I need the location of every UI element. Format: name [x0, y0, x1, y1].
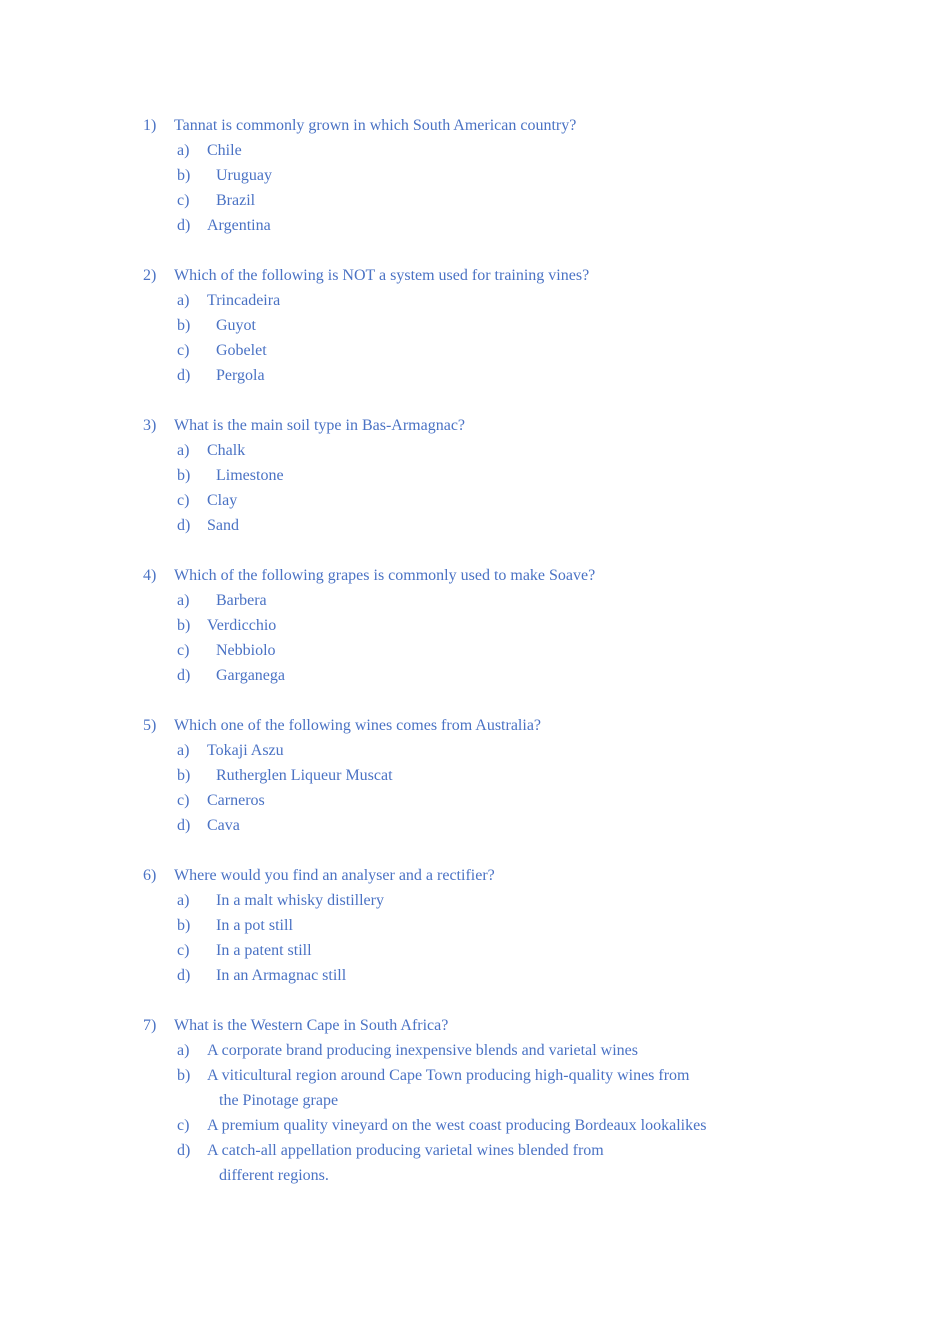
answer-option: [0, 138, 950, 163]
option-text: A corporate brand producing inexpensive blends and varietal wines: [207, 1042, 638, 1059]
option-text-continuation: the Pinotage grape: [219, 1092, 339, 1109]
option-text: In a malt whisky distillery: [216, 892, 384, 909]
option-text: Trincadeira: [207, 292, 281, 309]
option-letter: d): [177, 667, 191, 684]
option-letter: a): [177, 892, 190, 909]
answer-option: [0, 588, 950, 613]
option-text-continuation: different regions.: [219, 1167, 329, 1184]
question-line: [0, 863, 950, 888]
question-line: [0, 113, 950, 138]
answer-option: [0, 913, 950, 938]
option-text: Nebbiolo: [216, 642, 276, 659]
option-text: Clay: [207, 492, 238, 509]
option-letter: c): [177, 342, 190, 359]
question-line: [0, 1013, 950, 1038]
option-text: In an Armagnac still: [216, 967, 347, 984]
answer-option: [0, 313, 950, 338]
option-letter: d): [177, 517, 191, 534]
answer-option: [0, 638, 950, 663]
question-number: 3): [143, 417, 157, 434]
answer-option: [0, 1113, 950, 1138]
option-text: A catch-all appellation producing varietal wines blended from: [207, 1142, 604, 1159]
option-letter: b): [177, 767, 191, 784]
answer-option: [0, 763, 950, 788]
answer-option: [0, 463, 950, 488]
option-letter: b): [177, 167, 191, 184]
question-line: [0, 713, 950, 738]
option-letter: d): [177, 1142, 191, 1159]
option-letter: b): [177, 617, 191, 634]
option-text: Sand: [207, 517, 239, 534]
option-letter: d): [177, 217, 191, 234]
answer-option: [0, 888, 950, 913]
option-letter: b): [177, 317, 191, 334]
option-letter: c): [177, 642, 190, 659]
answer-option: [0, 813, 950, 838]
question-text: Which one of the following wines comes from Australia?: [174, 717, 542, 734]
question-5: [0, 713, 950, 838]
option-text: Tokaji Aszu: [207, 742, 284, 759]
answer-option: [0, 613, 950, 638]
option-letter: a): [177, 292, 190, 309]
option-letter: a): [177, 1042, 190, 1059]
answer-option: [0, 363, 950, 388]
question-4: [0, 563, 950, 688]
option-letter: d): [177, 817, 191, 834]
quiz-document: [0, 113, 950, 1213]
question-7: [0, 1013, 950, 1188]
option-text: In a patent still: [216, 942, 312, 959]
answer-option: [0, 788, 950, 813]
option-letter: a): [177, 592, 190, 609]
option-letter: b): [177, 467, 191, 484]
answer-option: [0, 738, 950, 763]
question-number: 7): [143, 1017, 157, 1034]
option-text: Carneros: [207, 792, 265, 809]
option-letter: a): [177, 142, 190, 159]
option-text: Verdicchio: [207, 617, 277, 634]
question-text: Which of the following grapes is commonly used to make Soave?: [174, 567, 596, 584]
option-text-block: [207, 1138, 747, 1188]
question-line: [0, 413, 950, 438]
option-text: Cava: [207, 817, 240, 834]
answer-option: [0, 963, 950, 988]
option-text: Gobelet: [216, 342, 267, 359]
answer-option: [0, 188, 950, 213]
option-text: Argentina: [207, 217, 271, 234]
option-letter: c): [177, 192, 190, 209]
option-text: Barbera: [216, 592, 267, 609]
option-letter: d): [177, 367, 191, 384]
option-text: Rutherglen Liqueur Muscat: [216, 767, 393, 784]
question-text: Which of the following is NOT a system used for training vines?: [174, 267, 590, 284]
answer-option: [0, 1138, 950, 1188]
option-text: Chalk: [207, 442, 246, 459]
answer-option: [0, 163, 950, 188]
option-letter: b): [177, 917, 191, 934]
option-text: Guyot: [216, 317, 256, 334]
option-letter: a): [177, 442, 190, 459]
question-line: [0, 263, 950, 288]
question-2: [0, 263, 950, 388]
question-text: What is the main soil type in Bas-Armagnac?: [174, 417, 466, 434]
question-line: [0, 563, 950, 588]
question-6: [0, 863, 950, 988]
question-number: 1): [143, 117, 157, 134]
option-letter: d): [177, 967, 191, 984]
option-text: Garganega: [216, 667, 285, 684]
question-number: 5): [143, 717, 157, 734]
question-text: What is the Western Cape in South Africa?: [174, 1017, 449, 1034]
answer-option: [0, 288, 950, 313]
option-letter: c): [177, 1117, 190, 1134]
answer-option: [0, 438, 950, 463]
option-text: Brazil: [216, 192, 256, 209]
question-number: 6): [143, 867, 157, 884]
question-1: [0, 113, 950, 238]
answer-option: [0, 663, 950, 688]
option-text: In a pot still: [216, 917, 293, 934]
option-letter: c): [177, 942, 190, 959]
option-text-block: [207, 1063, 747, 1113]
option-letter: c): [177, 492, 190, 509]
question-number: 2): [143, 267, 157, 284]
option-letter: c): [177, 792, 190, 809]
answer-option: [0, 1063, 950, 1113]
option-text: Limestone: [216, 467, 284, 484]
option-letter: b): [177, 1067, 191, 1084]
answer-option: [0, 938, 950, 963]
option-text: A premium quality vineyard on the west coast producing Bordeaux lookalikes: [207, 1117, 707, 1134]
question-3: [0, 413, 950, 538]
question-text: Where would you find an analyser and a rectifier?: [174, 867, 495, 884]
option-letter: a): [177, 742, 190, 759]
question-text: Tannat is commonly grown in which South American country?: [174, 117, 577, 134]
question-number: 4): [143, 567, 157, 584]
answer-option: [0, 338, 950, 363]
option-text: Uruguay: [216, 167, 272, 184]
answer-option: [0, 213, 950, 238]
answer-option: [0, 1038, 950, 1063]
answer-option: [0, 513, 950, 538]
option-text: Pergola: [216, 367, 265, 384]
option-text: Chile: [207, 142, 242, 159]
option-text: A viticultural region around Cape Town producing high-quality wines from: [207, 1067, 690, 1084]
answer-option: [0, 488, 950, 513]
